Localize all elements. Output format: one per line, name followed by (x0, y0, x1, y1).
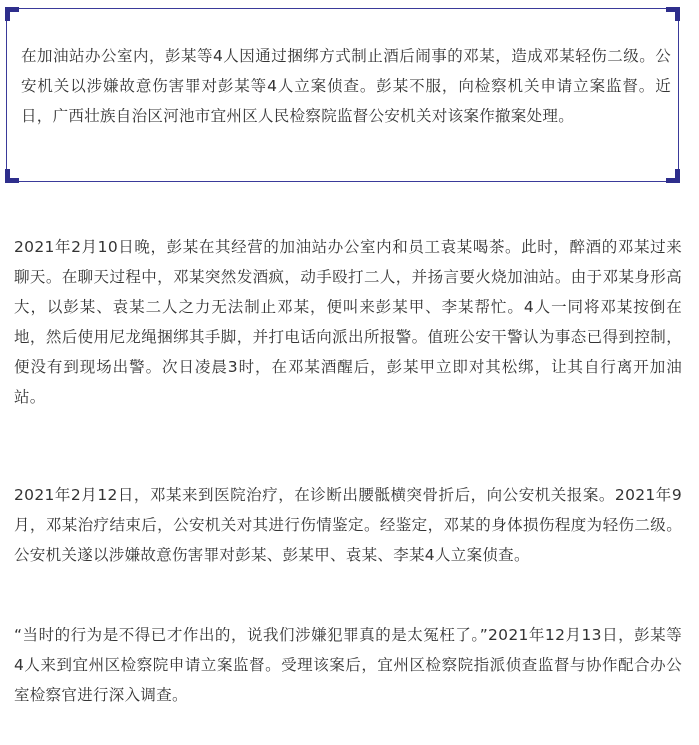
corner-decoration (666, 169, 680, 183)
article-paragraph-2: 2021年2月12日，邓某来到医院治疗，在诊断出腰骶横突骨折后，向公安机关报案。2021年9月，邓某治疗结束后，公安机关对其进行伤情鉴定。经鉴定，邓某的身体损伤程度为轻伤二级。公安机关遂以涉嫌故意伤害罪对彭某、彭某甲、袁某、李某4人立案侦查。 (14, 486, 682, 564)
summary-box (6, 8, 679, 182)
article-paragraph-1: 2021年2月10日晚，彭某在其经营的加油站办公室内和员工袁某喝茶。此时，醉酒的邓某过来聊天。在聊天过程中，邓某突然发酒疯，动手殴打二人，并扬言要火烧加油站。由于邓某身形高大，以彭某、袁某二人之力无法制止邓某，便叫来彭某甲、李某帮忙。4人一同将邓某按倒在地，然后使用尼龙绳捆绑其手脚，并打电话向派出所报警。值班公安干警认为事态已得到控制，便没有到现场出警。次日凌晨3时，在邓某酒醒后，彭某甲立即对其松绑，让其自行离开加油站。 (14, 238, 682, 406)
corner-decoration (666, 7, 680, 21)
summary-text: 在加油站办公室内，彭某等4人因通过捆绑方式制止酒后闹事的邓某，造成邓某轻伤二级。公安机关以涉嫌故意伤害罪对彭某等4人立案侦查。彭某不服，向检察机关申请立案监督。近日，广西壮族自治区河池市宜州区人民检察院监督公安机关对该案作撤案处理。 (21, 47, 671, 125)
corner-decoration (5, 169, 19, 183)
corner-decoration (5, 7, 19, 21)
article-paragraph-3: “当时的行为是不得已才作出的，说我们涉嫌犯罪真的是太冤枉了。”2021年12月13日，彭某等4人来到宜州区检察院申请立案监督。受理该案后，宜州区检察院指派侦查监督与协作配合办公室检察官进行深入调查。 (14, 626, 682, 704)
